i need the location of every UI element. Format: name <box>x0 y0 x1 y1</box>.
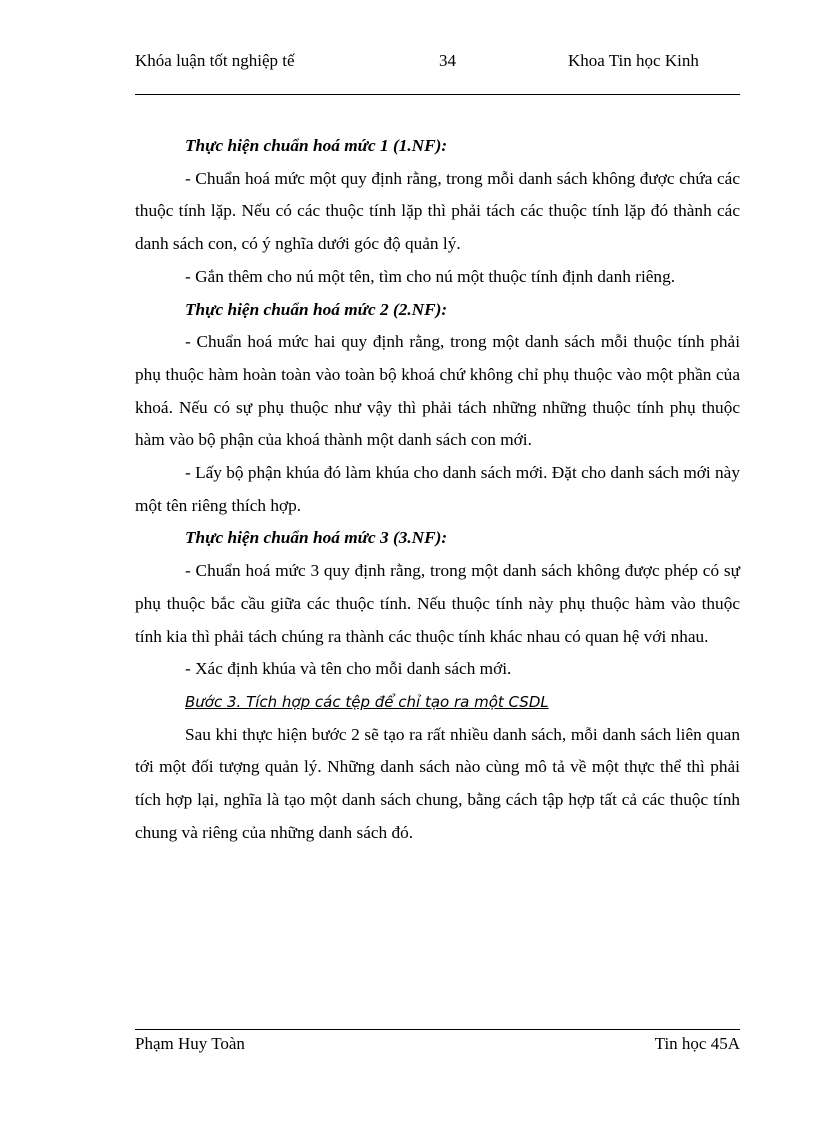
footer-class: Tin học 45A <box>654 1034 740 1053</box>
paragraph: - Lấy bộ phận khúa đó làm khúa cho danh sách mới. Đặt cho danh sách mới này một tên riêng thích hợp. <box>135 463 740 515</box>
header-department: Khoa Tin học Kinh <box>568 51 699 70</box>
paragraph: Sau khi thực hiện bước 2 sẽ tạo ra rất nhiều danh sách, mỗi danh sách liên quan tới một đối tượng quản lý. Những danh sách nào cùng mô tả về một thực thể thì phải tích hợp lại, nghĩa là tạo một danh sách chung, bằng cách tập hợp tất cả các thuộc tính chung và riêng của những danh sách đó. <box>135 724 740 842</box>
paragraph: - Gắn thêm cho nú một tên, tìm cho nú một thuộc tính định danh riêng. <box>185 266 676 286</box>
paragraph: - Chuẩn hoá mức 3 quy định rằng, trong một danh sách không được phép có sự phụ thuộc bắc cầu giữa các thuộc tính. Nếu thuộc tính này phụ thuộc hàm vào thuộc tính kia thì phải tách chúng ra thành các thuộc tính khác nhau có quan hệ với nhau. <box>135 561 740 646</box>
page-header <box>135 48 740 95</box>
paragraph: - Xác định khúa và tên cho mỗi danh sách mới. <box>185 659 512 679</box>
step-3-heading: Bước 3. Tích hợp các tệp để chỉ tạo ra một CSDL <box>185 692 549 711</box>
header-page-number: 34 <box>439 51 456 70</box>
heading-2nf: Thực hiện chuẩn hoá mức 2 (2.NF): <box>185 299 448 319</box>
paragraph: - Chuẩn hoá mức hai quy định rằng, trong một danh sách mỗi thuộc tính phải phụ thuộc hàm hoàn toàn vào toàn bộ khoá chứ không chỉ phụ thuộc vào một phần của khoá. Nếu có sự phụ thuộc như vậy thì phải tách những những thuộc tính phụ thuộc hàm vào bộ phận của khoá thành một danh sách con mới. <box>135 332 740 450</box>
heading-3nf: Thực hiện chuẩn hoá mức 3 (3.NF): <box>185 528 448 548</box>
heading-1nf: Thực hiện chuẩn hoá mức 1 (1.NF): <box>185 136 448 155</box>
footer-author: Phạm Huy Toàn <box>135 1034 245 1053</box>
page-footer <box>135 1029 740 1053</box>
header-thesis-title: Khóa luận tốt nghiệp tế <box>135 51 295 70</box>
page-body <box>135 130 740 849</box>
paragraph: - Chuẩn hoá mức một quy định rằng, trong mỗi danh sách không được chứa các thuộc tính lặp. Nếu có các thuộc tính lặp thì phải tách các thuộc tính lặp đó thành các danh sách con, có ý nghĩa dưới góc độ quản lý. <box>135 168 740 254</box>
